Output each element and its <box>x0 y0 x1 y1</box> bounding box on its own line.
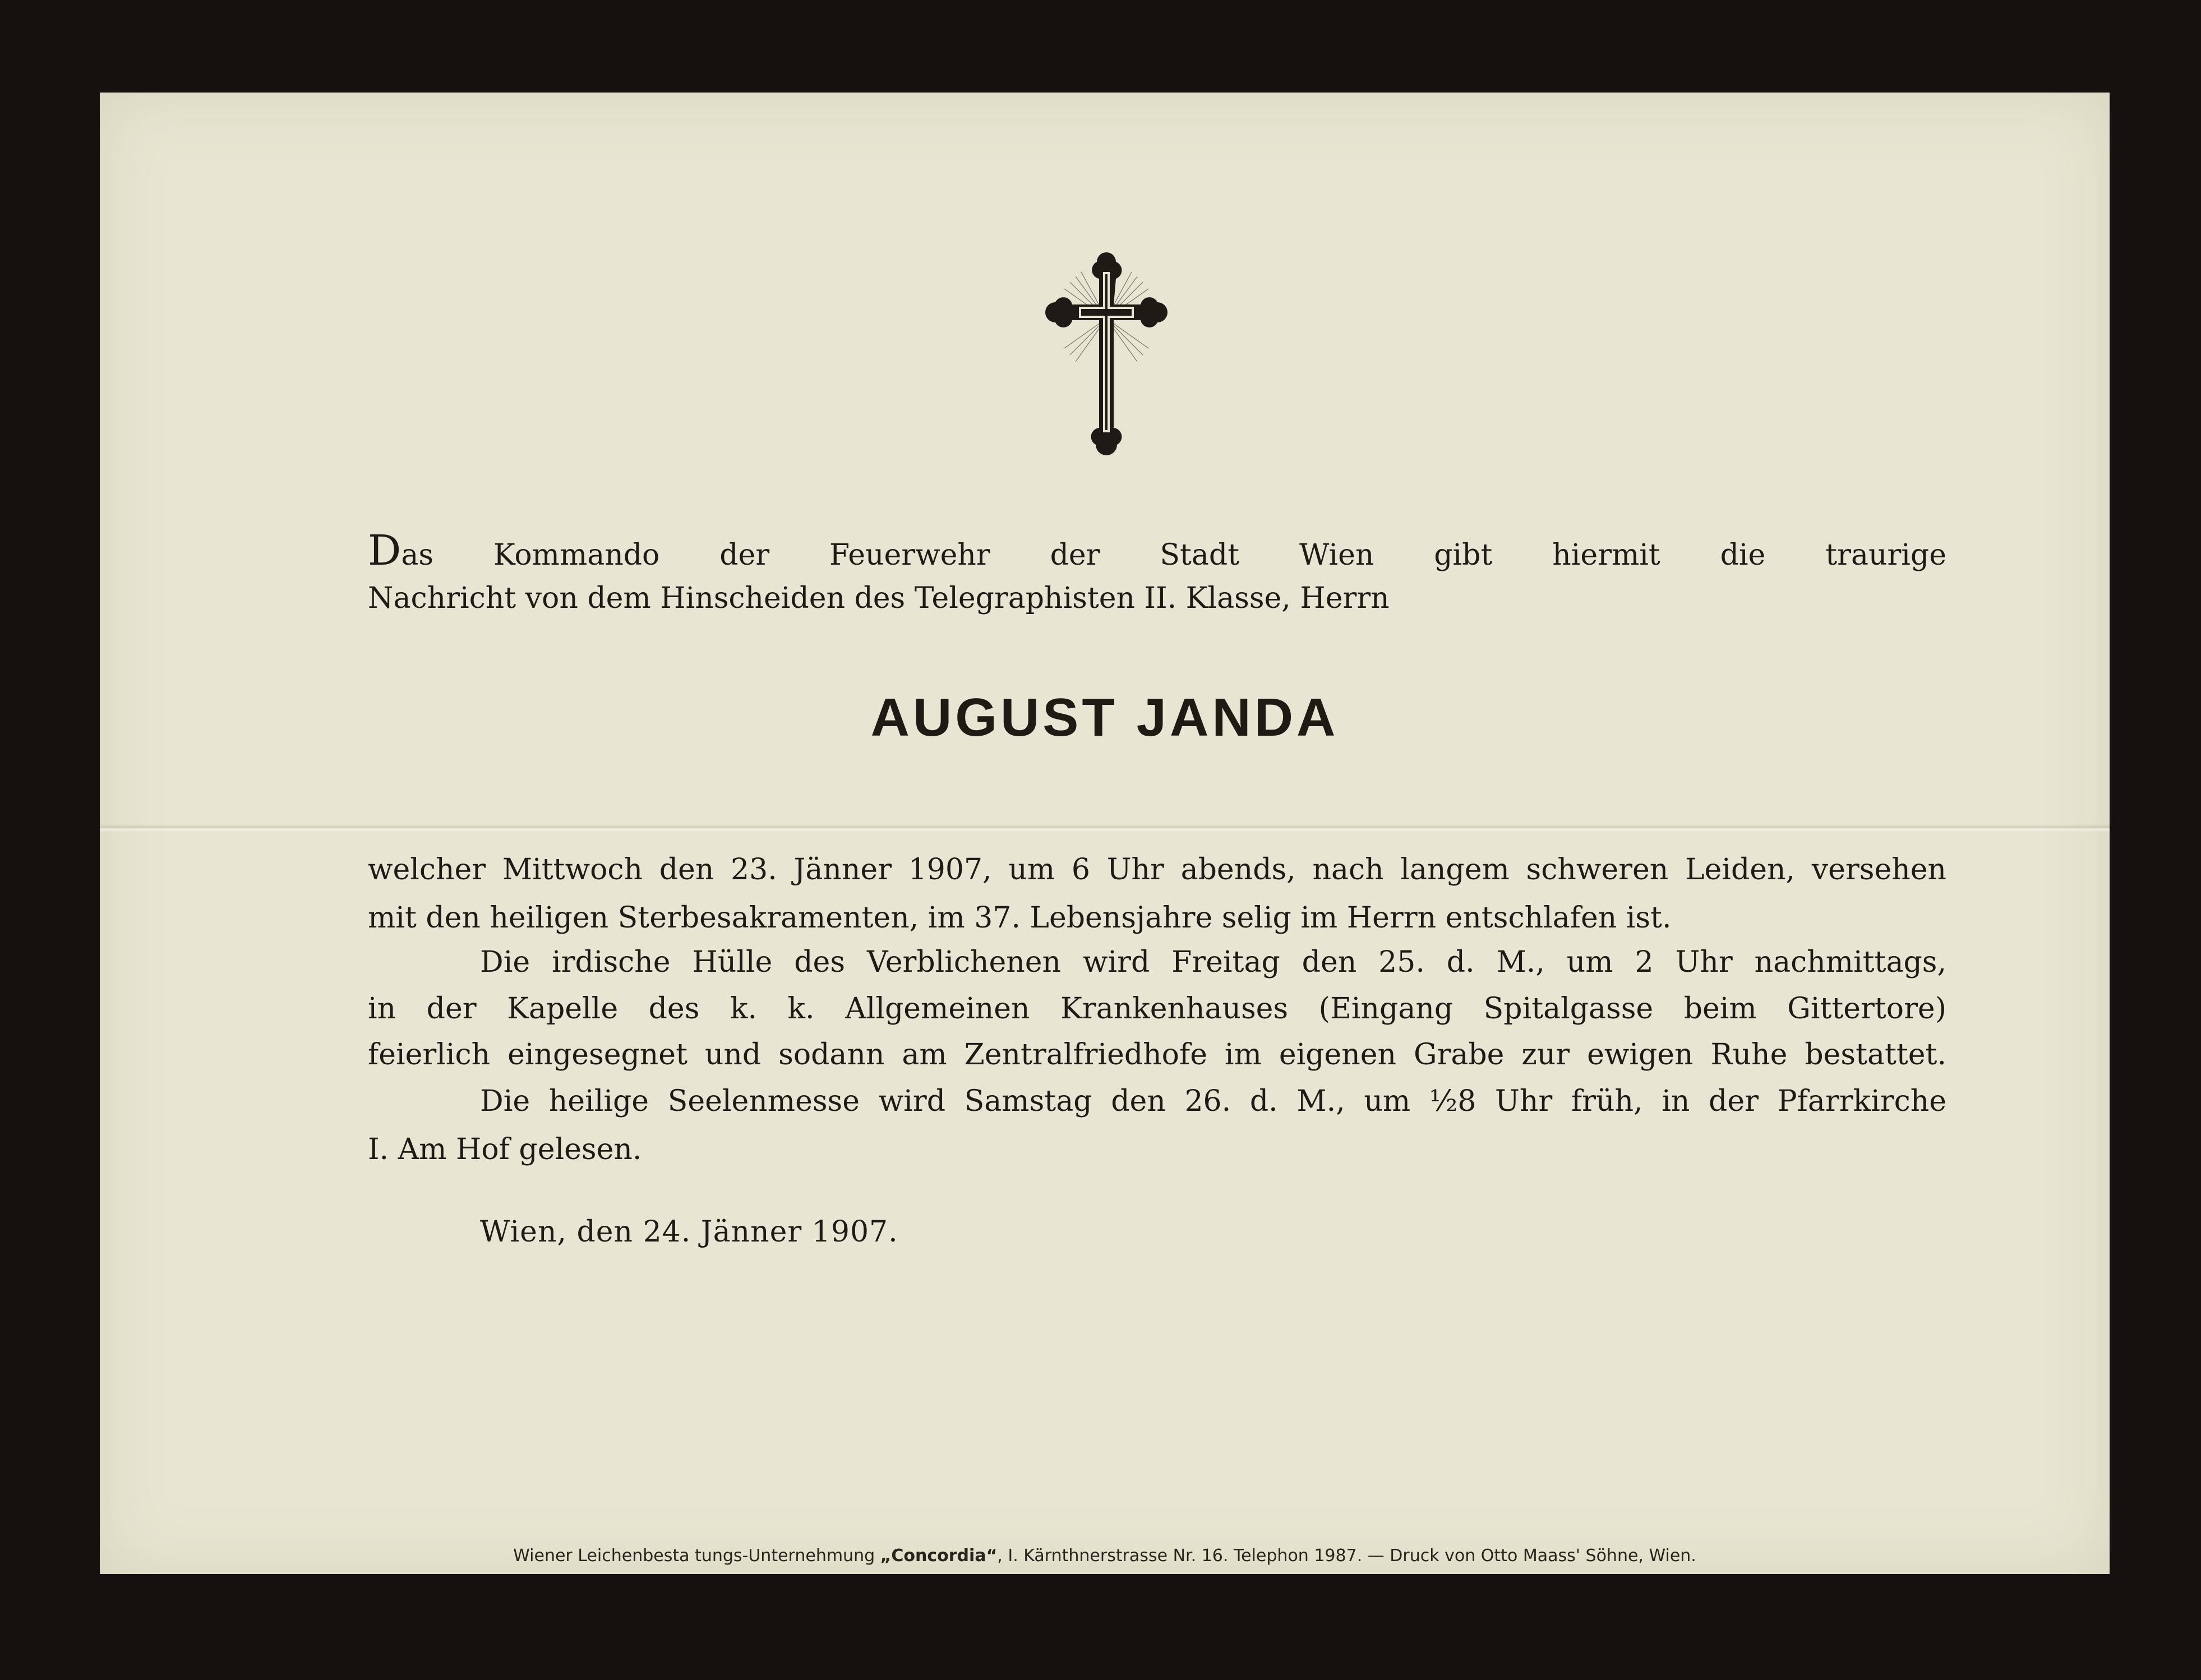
dropcap-letter: D <box>368 527 402 575</box>
printer-footer <box>100 1546 2110 1566</box>
intro-line-2: Nachricht von dem Hinscheiden des Telegraphisten II. Klasse, Herrn <box>368 581 1390 615</box>
body-line-6: Die heilige Seelenmesse wird Samstag den 26. d. M., um ½8 Uhr früh, in der Pfarrkirche <box>480 1084 1946 1118</box>
deceased-name: AUGUST JANDA <box>870 687 1339 747</box>
body-line-2: mit den heiligen Sterbesakramenten, im 37. Lebensjahre selig im Herrn entschlafen ist. <box>368 901 1672 935</box>
footer-suffix: , I. Kärnthnerstrasse Nr. 16. Telephon 1987. — Druck von Otto Maass' Söhne, Wien. <box>997 1546 1696 1566</box>
intro-line-1 <box>368 527 1946 575</box>
paper-fold <box>100 824 2110 832</box>
body-line-3: Die irdische Hülle des Verblichenen wird Freitag den 25. d. M., um 2 Uhr nachmittags, <box>480 945 1946 979</box>
intro-line-1-text: as Kommando der Feuerwehr der Stadt Wien gibt hiermit die traurige <box>401 538 1946 572</box>
ornate-cross-icon <box>1031 243 1182 464</box>
body-line-7: I. Am Hof gelesen. <box>368 1133 642 1166</box>
body-line-1: welcher Mittwoch den 23. Jänner 1907, um 6 Uhr abends, nach langem schweren Leiden, versehen <box>368 853 1946 887</box>
obituary-sheet <box>100 93 2110 1574</box>
body-line-5: feierlich eingesegnet und sodann am Zentralfriedhofe im eigenen Grabe zur ewigen Ruhe bestattet. <box>368 1038 1946 1072</box>
footer-prefix: Wiener Leichenbesta tungs-Unternehmung <box>513 1546 880 1566</box>
footer-brand: „Concordia“ <box>880 1546 998 1566</box>
date-line: Wien, den 24. Jänner 1907. <box>480 1215 898 1249</box>
body-line-4: in der Kapelle des k. k. Allgemeinen Krankenhauses (Eingang Spitalgasse beim Gittertore) <box>368 992 1946 1026</box>
